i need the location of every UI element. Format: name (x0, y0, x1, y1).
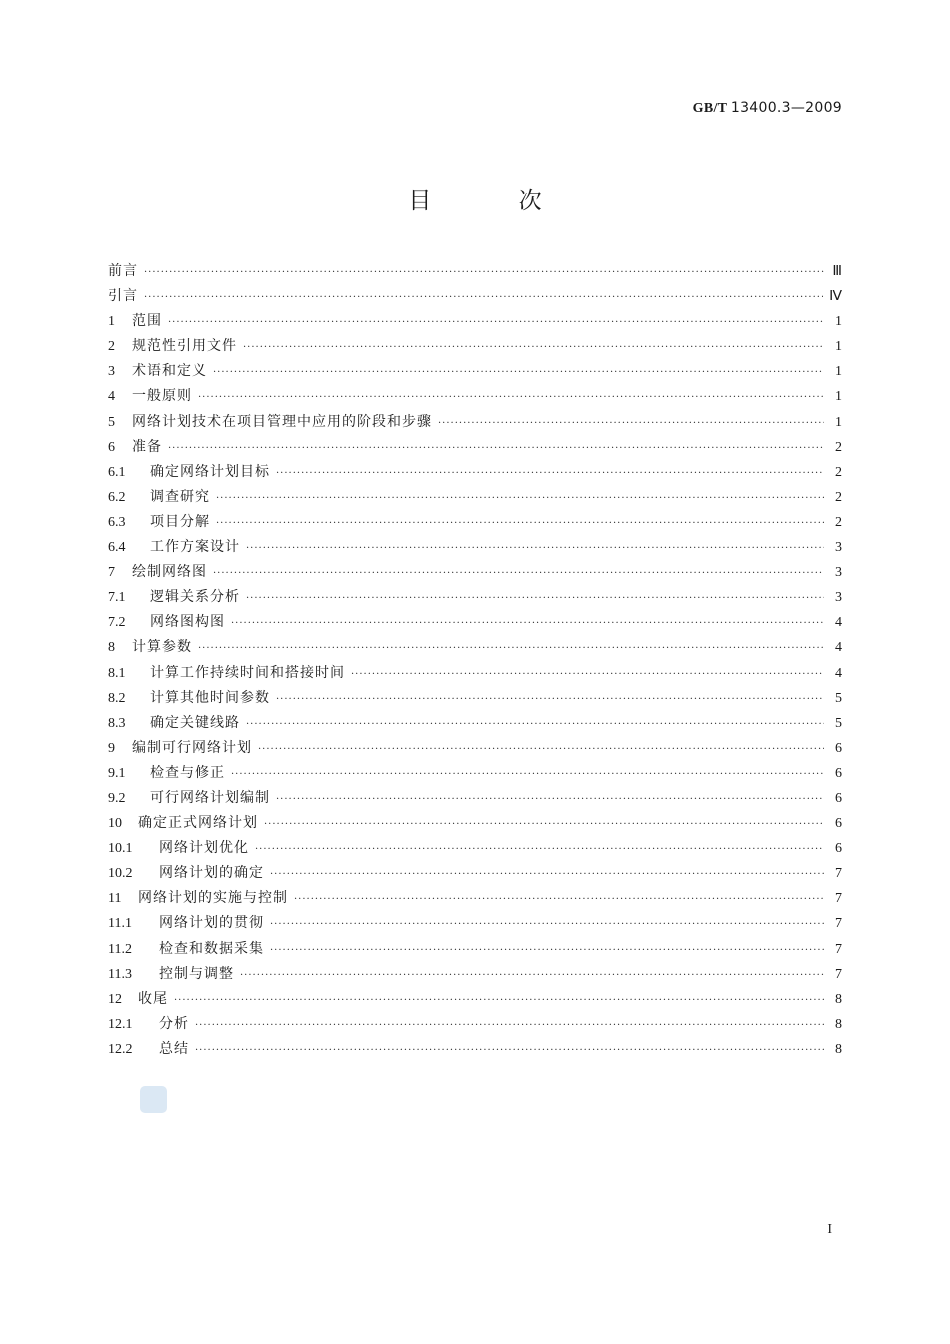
toc-leader-dots (264, 812, 824, 837)
toc-entry[interactable] (108, 911, 842, 936)
toc-entry-label: 确定网络计划目标 (150, 463, 270, 480)
toc-entry-label: 网络计划技术在项目管理中应用的阶段和步骤 (132, 413, 432, 430)
toc-entry[interactable] (108, 811, 842, 836)
toc-entry-page: 1 (835, 364, 842, 380)
toc-entry-number: 11.2 (108, 941, 132, 957)
toc-entry-page: 5 (835, 715, 842, 731)
toc-leader-dots (168, 310, 824, 335)
toc-entry[interactable] (108, 786, 842, 811)
toc-entry[interactable] (108, 384, 842, 409)
toc-entry-number: 7.2 (108, 615, 126, 631)
toc-entry-label: 准备 (132, 438, 162, 455)
toc-entry-page: 1 (835, 389, 842, 405)
toc-entry[interactable] (108, 610, 842, 635)
toc-entry-page: 3 (835, 565, 842, 581)
toc-entry-number: 12 (108, 991, 122, 1007)
toc-entry-label: 引言 (108, 288, 138, 305)
toc-entry-page: 8 (835, 1016, 842, 1032)
toc-entry-label: 收尾 (138, 990, 168, 1007)
toc-leader-dots (195, 1038, 824, 1063)
toc-entry-label: 总结 (159, 1040, 189, 1057)
toc-leader-dots (240, 963, 824, 988)
toc-entry-label: 工作方案设计 (150, 539, 240, 556)
standard-number: 13400.3—2009 (730, 100, 842, 116)
toc-leader-dots (174, 988, 824, 1013)
toc-entry[interactable] (108, 861, 842, 886)
toc-leader-dots (216, 511, 824, 536)
toc-entry-number: 1 (108, 314, 115, 330)
toc-entry-number: 3 (108, 364, 115, 380)
toc-entry[interactable] (108, 761, 842, 786)
toc-entry-number: 9.1 (108, 765, 126, 781)
toc-entry-label: 确定关键线路 (150, 714, 240, 731)
toc-entry-page: 6 (835, 740, 842, 756)
toc-entry[interactable] (108, 309, 842, 334)
toc-entry-number: 6.1 (108, 464, 126, 480)
toc-entry-label: 网络计划的确定 (159, 865, 264, 882)
toc-entry[interactable] (108, 937, 842, 962)
toc-entry-number: 7 (108, 565, 115, 581)
toc-entry-label: 网络计划的实施与控制 (138, 890, 288, 907)
toc-leader-dots (216, 486, 824, 511)
toc-entry-number: 10.1 (108, 841, 133, 857)
toc-entry[interactable] (108, 334, 842, 359)
toc-entry[interactable] (108, 886, 842, 911)
toc-entry-label: 绘制网络图 (132, 564, 207, 581)
toc-leader-dots (246, 536, 824, 561)
toc-entry-number: 9.2 (108, 790, 126, 806)
toc-entry-label: 确定正式网络计划 (138, 815, 258, 832)
toc-entry-number: 10 (108, 816, 122, 832)
toc-entry-page: 2 (835, 489, 842, 505)
toc-entry-label: 逻辑关系分析 (150, 589, 240, 606)
toc-leader-dots (231, 762, 824, 787)
toc-entry-number: 12.2 (108, 1041, 133, 1057)
toc-entry-number: 6 (108, 439, 115, 455)
toc-entry-number: 2 (108, 339, 115, 355)
toc-entry-number: 4 (108, 389, 115, 405)
toc-entry-label: 控制与调整 (159, 965, 234, 982)
toc-entry[interactable] (108, 485, 842, 510)
toc-leader-dots (276, 687, 824, 712)
toc-entry-page: Ⅲ (832, 264, 842, 279)
toc-entry[interactable] (108, 284, 842, 309)
toc-leader-dots (213, 360, 824, 385)
toc-entry-label: 调查研究 (150, 488, 210, 505)
toc-entry-number: 10.2 (108, 866, 133, 882)
toc-entry-page: 4 (835, 665, 842, 681)
toc-entry-number: 6.4 (108, 540, 126, 556)
toc-entry[interactable] (108, 259, 842, 284)
toc-entry-page: 2 (835, 464, 842, 480)
toc-entry-number: 11.1 (108, 916, 132, 932)
toc-leader-dots (168, 436, 824, 461)
toc-entry-page: 6 (835, 816, 842, 832)
toc-entry-label: 一般原则 (132, 388, 192, 405)
toc-entry-label: 计算参数 (132, 639, 192, 656)
toc-entry-label: 计算工作持续时间和搭接时间 (150, 664, 345, 681)
toc-leader-dots (294, 887, 824, 912)
toc-leader-dots (195, 1013, 824, 1038)
toc-leader-dots (258, 737, 824, 762)
toc-entry-page: 5 (835, 690, 842, 706)
toc-entry-label: 网络图构图 (150, 614, 225, 631)
toc-entry[interactable] (108, 560, 842, 585)
toc-entry[interactable] (108, 987, 842, 1012)
toc-entry-label: 分析 (159, 1015, 189, 1032)
toc-entry[interactable] (108, 635, 842, 660)
toc-entry-page: 3 (835, 590, 842, 606)
table-of-contents (108, 259, 842, 1062)
toc-entry[interactable] (108, 661, 842, 686)
toc-entry[interactable] (108, 711, 842, 736)
toc-entry-page: 4 (835, 640, 842, 656)
toc-entry-page: 4 (835, 615, 842, 631)
toc-entry[interactable] (108, 535, 842, 560)
toc-entry-label: 检查和数据采集 (159, 940, 264, 957)
page-number: I (827, 1222, 832, 1237)
toc-entry-number: 9 (108, 740, 115, 756)
toc-entry-number: 5 (108, 414, 115, 430)
toc-entry-number: 6.2 (108, 489, 126, 505)
toc-entry-number: 6.3 (108, 514, 126, 530)
toc-entry-page: 2 (835, 439, 842, 455)
toc-entry-label: 计算其他时间参数 (150, 689, 270, 706)
toc-entry-number: 8.2 (108, 690, 126, 706)
toc-leader-dots (351, 662, 824, 687)
toc-leader-dots (270, 912, 824, 937)
toc-entry[interactable] (108, 410, 842, 435)
toc-entry[interactable] (108, 962, 842, 987)
toc-entry-page: 7 (835, 891, 842, 907)
toc-entry-label: 规范性引用文件 (132, 338, 237, 355)
toc-leader-dots (243, 335, 824, 360)
toc-leader-dots (198, 385, 824, 410)
toc-entry-page: 8 (835, 991, 842, 1007)
toc-entry-page: 7 (835, 916, 842, 932)
toc-entry-number: 11 (108, 891, 122, 907)
toc-entry-page: 1 (835, 314, 842, 330)
toc-entry-number: 8.3 (108, 715, 126, 731)
toc-entry[interactable] (108, 1037, 842, 1062)
toc-entry-label: 术语和定义 (132, 363, 207, 380)
toc-leader-dots (246, 712, 824, 737)
toc-leader-dots (438, 411, 824, 436)
toc-entry-label: 项目分解 (150, 513, 210, 530)
toc-leader-dots (270, 862, 824, 887)
toc-entry[interactable] (108, 736, 842, 761)
toc-leader-dots (213, 561, 824, 586)
standard-prefix: GB/T (692, 101, 728, 116)
toc-entry-page: Ⅳ (829, 289, 842, 305)
toc-entry-page: 7 (835, 941, 842, 957)
toc-entry-page: 3 (835, 540, 842, 556)
toc-leader-dots (255, 837, 824, 862)
toc-entry-label: 检查与修正 (150, 764, 225, 781)
toc-entry-number: 8.1 (108, 665, 126, 681)
toc-entry[interactable] (108, 435, 842, 460)
toc-entry-page: 2 (835, 514, 842, 530)
toc-entry-page: 6 (835, 841, 842, 857)
page-title: 目 次 (408, 188, 582, 214)
sac-logo-watermark (140, 1086, 167, 1113)
toc-entry[interactable] (108, 460, 842, 485)
toc-leader-dots (246, 586, 824, 611)
toc-entry-page: 7 (835, 866, 842, 882)
toc-entry[interactable] (108, 686, 842, 711)
toc-entry[interactable] (108, 836, 842, 861)
toc-entry-label: 网络计划优化 (159, 840, 249, 857)
standard-code (693, 100, 842, 117)
toc-entry-number: 12.1 (108, 1016, 133, 1032)
toc-leader-dots (276, 461, 824, 486)
toc-leader-dots (231, 611, 824, 636)
toc-entry-page: 8 (835, 1041, 842, 1057)
toc-entry[interactable] (108, 1012, 842, 1037)
toc-leader-dots (198, 636, 824, 661)
toc-entry-label: 可行网络计划编制 (150, 789, 270, 806)
toc-entry-number: 11.3 (108, 966, 132, 982)
toc-entry-label: 范围 (132, 313, 162, 330)
toc-leader-dots (276, 787, 824, 812)
toc-entry-number: 7.1 (108, 590, 126, 606)
toc-leader-dots (144, 285, 823, 310)
toc-entry-page: 7 (835, 966, 842, 982)
toc-leader-dots (270, 938, 824, 963)
toc-entry[interactable] (108, 585, 842, 610)
toc-entry-label: 网络计划的贯彻 (159, 915, 264, 932)
toc-entry-page: 1 (835, 339, 842, 355)
toc-entry-label: 前言 (108, 263, 138, 279)
toc-entry-label: 编制可行网络计划 (132, 739, 252, 756)
toc-entry-page: 1 (835, 414, 842, 430)
toc-entry[interactable] (108, 510, 842, 535)
toc-entry-number: 8 (108, 640, 115, 656)
toc-entry-page: 6 (835, 765, 842, 781)
toc-entry-page: 6 (835, 790, 842, 806)
toc-leader-dots (144, 260, 824, 285)
toc-entry[interactable] (108, 359, 842, 384)
